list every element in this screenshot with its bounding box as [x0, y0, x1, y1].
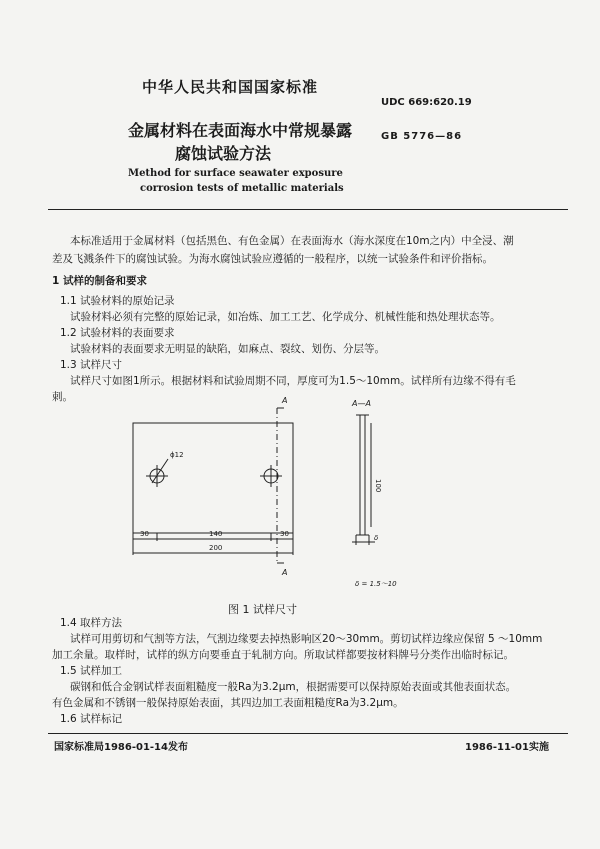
- intro-paragraph-line1: 本标准适用于金属材料（包括黑色、有色金属）在表面海水（海水深度在10m之内）中全浸、潮: [70, 235, 514, 247]
- english-title-line1: Method for surface seawater exposure: [128, 168, 343, 179]
- section-marker-bottom: A: [282, 568, 288, 577]
- section-1-2-heading: 1.2 试验材料的表面要求: [60, 327, 175, 339]
- effective-date: 1986-11-01实施: [465, 742, 549, 753]
- section-view-label: A—A: [352, 399, 371, 408]
- section-1-4-text-line1: 试样可用剪切和气割等方法，气割边缘要去掉热影响区20～30mm。剪切试样边缘应保留 5 ～10mm: [70, 633, 543, 645]
- footer-divider: [48, 733, 568, 734]
- section-1-1-text: 试验材料必须有完整的原始记录，如冶炼、加工工艺、化学成分、机械性能和热处理状态等。: [70, 311, 501, 323]
- udc-code: UDC 669:620.19: [381, 97, 472, 108]
- section-1-3-text-line1: 试样尺寸如图1所示。根据材料和试验周期不同，厚度可为1.5～10mm。试样所有边缘不得有毛: [70, 375, 516, 387]
- issue-date: 国家标准局1986-01-14发布: [54, 742, 188, 753]
- section-1-3-text-line2: 刺。: [52, 391, 73, 403]
- section-view-profile: [360, 415, 365, 535]
- section-1-6-heading: 1.6 试样标记: [60, 713, 123, 725]
- standard-number: GB 5776—86: [381, 131, 463, 142]
- section-1-1-heading: 1.1 试验材料的原始记录: [60, 295, 175, 307]
- dim-plate-width: 100: [374, 479, 382, 493]
- thickness-range-note: δ = 1.5～10: [355, 580, 397, 588]
- section-1-3-heading: 1.3 试样尺寸: [60, 359, 123, 371]
- section-marker-top: A: [282, 396, 288, 405]
- section-1-5-text-line2: 有色金属和不锈钢一般保持原始表面，其四边加工表面粗糙度Ra为3.2μm。: [52, 697, 404, 709]
- dim-plate-length: 200: [209, 544, 223, 552]
- figure-1-specimen-drawing: [130, 393, 430, 593]
- english-title-line2: corrosion tests of metallic materials: [140, 183, 344, 194]
- section-1-5-heading: 1.5 试样加工: [60, 665, 123, 677]
- document-title-line1: 金属材料在表面海水中常规暴露: [128, 121, 353, 140]
- section-1-4-text-line2: 加工余量。取样时，试样的纵方向要垂直于轧制方向。所取试样都要按材料牌号分类作出临时标记。: [52, 649, 514, 661]
- hole-diameter-label: ϕ12: [170, 451, 184, 459]
- thickness-symbol: δ: [374, 534, 379, 542]
- section-1-2-text: 试验材料的表面要求无明显的缺陷，如麻点、裂纹、划伤、分层等。: [70, 343, 385, 355]
- dim-left-offset: 30: [140, 530, 149, 538]
- figure-1-caption: 图 1 试样尺寸: [228, 603, 297, 616]
- document-title-line2: 腐蚀试验方法: [175, 144, 272, 163]
- section-1-4-heading: 1.4 取样方法: [60, 617, 123, 629]
- issuing-body-header: 中华人民共和国国家标准: [142, 78, 319, 96]
- intro-paragraph-line2: 差及飞溅条件下的腐蚀试验。为海水腐蚀试验应遵循的一般程序，以统一试验条件和评价指标。: [52, 253, 493, 265]
- dim-hole-spacing: 140: [209, 530, 223, 538]
- dim-right-offset: 30: [280, 530, 289, 538]
- section-1-heading: 1 试样的制备和要求: [52, 275, 147, 287]
- header-divider: [48, 209, 568, 210]
- section-1-5-text-line1: 碳钢和低合金钢试样表面粗糙度一般Ra为3.2μm，根据需要可以保持原始表面或其他表面状态。: [70, 681, 517, 693]
